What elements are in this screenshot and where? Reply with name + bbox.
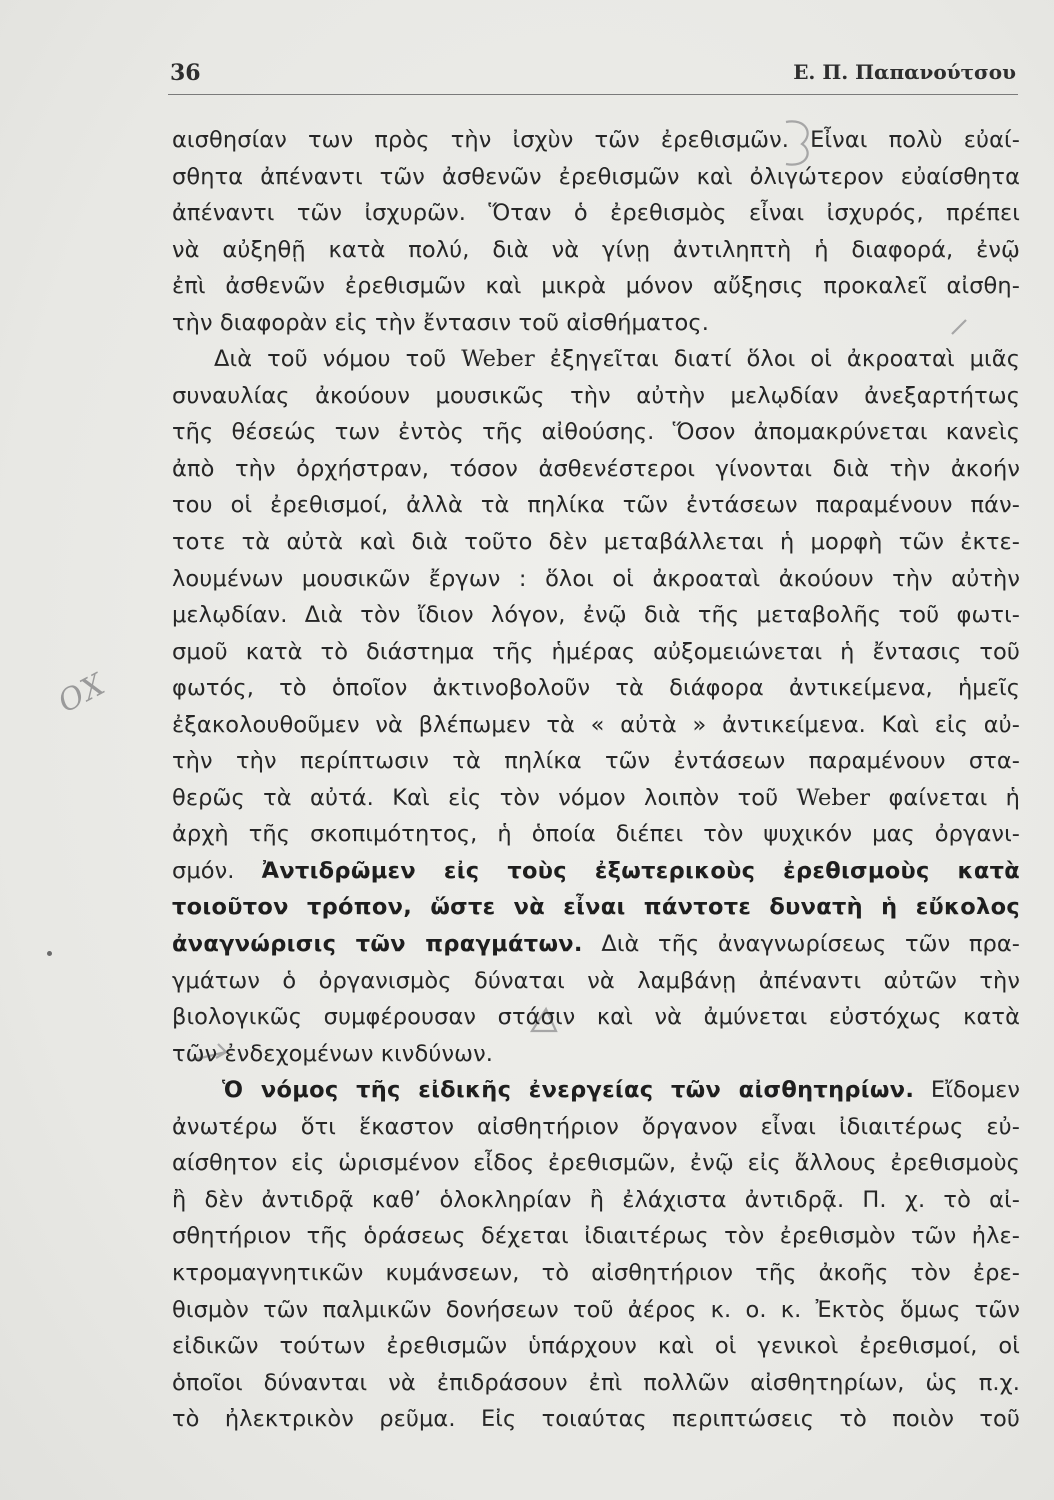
text-line [172, 889, 1020, 926]
text-line: τοτε τὰ αὐτὰ καὶ διὰ τοῦτο δὲν μεταβάλλεται ἡ μορφὴ τῶν ἐκτε- [172, 529, 1020, 556]
bold-emphasis: Ἀντιδρῶμεν εἰς τοὺς ἐξωτερικοὺς ἐρεθισμοὺς κατὰ [261, 857, 1020, 884]
running-head: Ε. Π. Παπανούτσου [793, 60, 1016, 84]
text-line: του οἱ ἐρεθισμοί, ἀλλὰ τὰ πηλίκα τῶν ἐντάσεων παραμένουν πάν- [172, 492, 1020, 519]
text-line: λουμένων μουσικῶν ἔργων : ὅλοι οἱ ἀκροαταὶ ἀκούουν τὴν αὐτὴν [172, 565, 1020, 592]
text-line: ἀπὸ τὴν ὀρχήστραν, τόσον ἀσθενέστεροι γίνονται διὰ τὴν ἀκοήν [172, 455, 1020, 482]
text-line: τὴν διαφορὰν εἰς τὴν ἔντασιν τοῦ αἰσθήματος. [172, 309, 709, 336]
text-line: ἀνωτέρω ὅτι ἕκαστον αἰσθητήριον ὄργανον εἶναι ἰδιαιτέρως εὐ- [172, 1113, 1020, 1140]
text-line: κτρομαγνητικῶν κυμάνσεων, τὸ αἰσθητήριον τῆς ἀκοῆς τὸν ἐρε- [172, 1259, 1020, 1286]
text-line: ἐξακολουθοῦμεν νὰ βλέπωμεν τὰ « αὐτὰ » ἀντικείμενα. Καὶ εἰς αὐ- [172, 711, 1020, 738]
text-line: σθητήριον τῆς ὁράσεως δέχεται ἰδιαιτέρως τὸν ἐρεθισμὸν τῶν ἠλε- [172, 1223, 1020, 1250]
text-line: γμάτων ὁ ὀργανισμὸς δύναται νὰ λαμβάνῃ ἀπέναντι αὐτῶν τὴν [172, 967, 1020, 994]
text-line: αίσθητον εἰς ὡρισμένον εἶδος ἐρεθισμῶν, ἐνῷ εἰς ἄλλους ἐρεθισμοὺς [172, 1150, 1020, 1177]
text-line: ἐπὶ ἀσθενῶν ἐρεθισμῶν καὶ μικρὰ μόνον αὔξησις προκαλεῖ αἰσθη- [172, 273, 1020, 300]
bold-emphasis: ἀναγνώρισις τῶν πραγμάτων. [172, 931, 583, 958]
text-line: Διὰ τοῦ νόμου τοῦ Weber ἐξηγεῖται διατί ὅλοι οἱ ἀκροαταὶ μιᾶς [214, 346, 1021, 373]
text-line: βιολογικῶς συμφέρουσαν στάσιν καὶ νὰ ἀμύνεται εὐστόχως κατὰ [172, 1004, 1020, 1031]
text-line: συναυλίας ἀκούουν μουσικῶς τὴν αὐτὴν μελῳδίαν ἀνεξαρτήτως [172, 382, 1020, 409]
body-text [172, 122, 1020, 1438]
section-heading-line: Ὁ νόμος τῆς εἰδικῆς ἐνεργείας τῶν αἰσθητηρίων. Εἴδομεν [222, 1077, 1021, 1104]
latin-name: Weber [461, 346, 535, 373]
page-number: 36 [170, 60, 201, 86]
bold-emphasis: τοιοῦτον τρόπον, ὥστε νὰ εἶναι πάντοτε δυνατὴ ἡ εὔκολος [172, 894, 1020, 921]
margin-dot [47, 951, 52, 956]
margin-note: ΟΧ [52, 666, 112, 721]
text-line: τῶν ἐνδεχομένων κινδύνων. [172, 1040, 493, 1067]
text-line: νὰ αὐξηθῇ κατὰ πολύ, διὰ νὰ γίνῃ ἀντιληπτὴ ἡ διαφορά, ἐνῷ [172, 236, 1020, 263]
text-line: ἀναγνώρισις τῶν πραγμάτων. Διὰ τῆς ἀναγνωρίσεως τῶν πρα- [172, 931, 1020, 958]
latin-name: Weber [796, 784, 871, 811]
text-line: τὸ ἠλεκτρικὸν ρεῦμα. Εἰς τοιαύτας περιπτώσεις τὸ ποιὸν τοῦ [172, 1406, 1020, 1433]
text-line: σμοῦ κατὰ τὸ διάστημα τῆς ἡμέρας αὐξομειώνεται ἡ ἔντασις τοῦ [172, 638, 1020, 665]
text-line: τῆς θέσεώς των ἐντὸς τῆς αἰθούσης. Ὅσον ἀπομακρύνεται κανεὶς [172, 419, 1020, 446]
text-line: ἀπέναντι τῶν ἰσχυρῶν. Ὅταν ὁ ἐρεθισμὸς εἶναι ἰσχυρός, πρέπει [172, 200, 1020, 227]
text-line: ὁποῖοι δύνανται νὰ ἐπιδράσουν ἐπὶ πολλῶν αἰσθητηρίων, ὡς π.χ. [172, 1369, 1020, 1396]
text-line: τὴν τὴν περίπτωσιν τὰ πηλίκα τῶν ἐντάσεων παραμένουν στα- [172, 748, 1020, 775]
text-line: θερῶς τὰ αὐτά. Καὶ εἰς τὸν νόμον λοιπὸν τοῦ Weber φαίνεται ἡ [172, 784, 1020, 811]
text-line: θισμὸν τῶν παλμικῶν δονήσεων τοῦ ἀέρος κ. ο. κ. Ἐκτὸς ὅμως τῶν [172, 1296, 1020, 1323]
text-line: φωτός, τὸ ὁποῖον ἀκτινοβολοῦν τὰ διάφορα ἀντικείμενα, ἡμεῖς [172, 675, 1020, 702]
text-line: ἀρχὴ τῆς σκοπιμότητος, ἡ ὁποία διέπει τὸν ψυχικόν μας ὀργανι- [172, 821, 1020, 848]
text-line: σμόν. Ἀντιδρῶμεν εἰς τοὺς ἐξωτερικοὺς ἐρεθισμοὺς κατὰ [172, 857, 1020, 884]
text-line: μελῳδίαν. Διὰ τὸν ἴδιον λόγον, ἐνῷ διὰ τῆς μεταβολῆς τοῦ φωτι- [172, 602, 1020, 629]
text-line: εἰδικῶν τούτων ἐρεθισμῶν ὑπάρχουν καὶ οἱ γενικοὶ ἐρεθισμοί, οἱ [172, 1333, 1020, 1360]
text-line: σθητα ἀπέναντι τῶν ἀσθενῶν ἐρεθισμῶν καὶ ὀλιγώτερον εὐαίσθητα [172, 163, 1020, 190]
text-line: αισθησίαν των πρὸς τὴν ἰσχὺν τῶν ἐρεθισμῶν. Εἶναι πολὺ εὐαί- [172, 127, 1020, 153]
page-header [168, 58, 1018, 95]
section-heading: Ὁ νόμος τῆς εἰδικῆς ἐνεργείας τῶν αἰσθητηρίων. [222, 1077, 915, 1104]
text-line: ἢ δὲν ἀντιδρᾷ καθ’ ὁλοκληρίαν ἢ ἐλάχιστα ἀντιδρᾷ. Π. χ. τὸ αἰ- [172, 1186, 1020, 1213]
